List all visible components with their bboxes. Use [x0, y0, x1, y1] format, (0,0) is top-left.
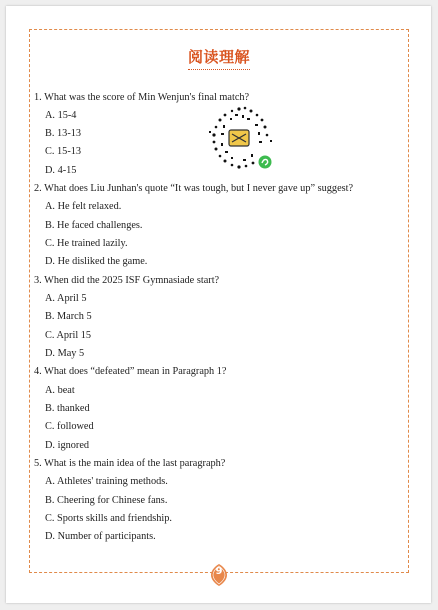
option-4c: C. followed	[45, 421, 94, 432]
option-4b: B. thanked	[45, 403, 90, 414]
question-3: 3. When did the 2025 ISF Gymnasiade start?	[34, 275, 220, 286]
option-3b: B. March 5	[45, 311, 92, 322]
question-1: 1. What was the score of Min Wenjun's final match?	[34, 92, 250, 103]
option-5b: B. Cheering for Chinese fans.	[45, 495, 168, 506]
option-5d: D. Number of participants.	[45, 531, 156, 542]
option-5a: A. Athletes' training methods.	[45, 476, 168, 487]
option-2d: D. He disliked the game.	[45, 256, 148, 267]
option-4d: D. ignored	[45, 440, 90, 451]
option-2c: C. He trained lazily.	[45, 238, 128, 249]
option-1c: C. 15-13	[45, 146, 82, 157]
option-4a: A. beat	[45, 385, 75, 396]
qr-code-icon	[203, 105, 275, 171]
option-3a: A. April 5	[45, 293, 87, 304]
option-5c: C. Sports skills and friendship.	[45, 513, 172, 524]
option-3d: D. May 5	[45, 348, 85, 359]
question-5: 5. What is the main idea of the last paragraph?	[34, 458, 226, 469]
question-4: 4. What does “defeated” mean in Paragraph 1?	[34, 366, 227, 377]
option-1a: A. 15-4	[45, 110, 77, 121]
page-number: 9	[215, 566, 223, 577]
option-1b: B. 13-13	[45, 128, 82, 139]
question-2: 2. What does Liu Junhan's quote “It was tough, but I never gave up” suggest?	[34, 183, 354, 194]
section-title: 阅读理解	[188, 46, 250, 70]
option-1d: D. 4-15	[45, 165, 77, 176]
option-2b: B. He faced challenges.	[45, 220, 143, 231]
option-3c: C. April 15	[45, 330, 92, 341]
option-2a: A. He felt relaxed.	[45, 201, 122, 212]
